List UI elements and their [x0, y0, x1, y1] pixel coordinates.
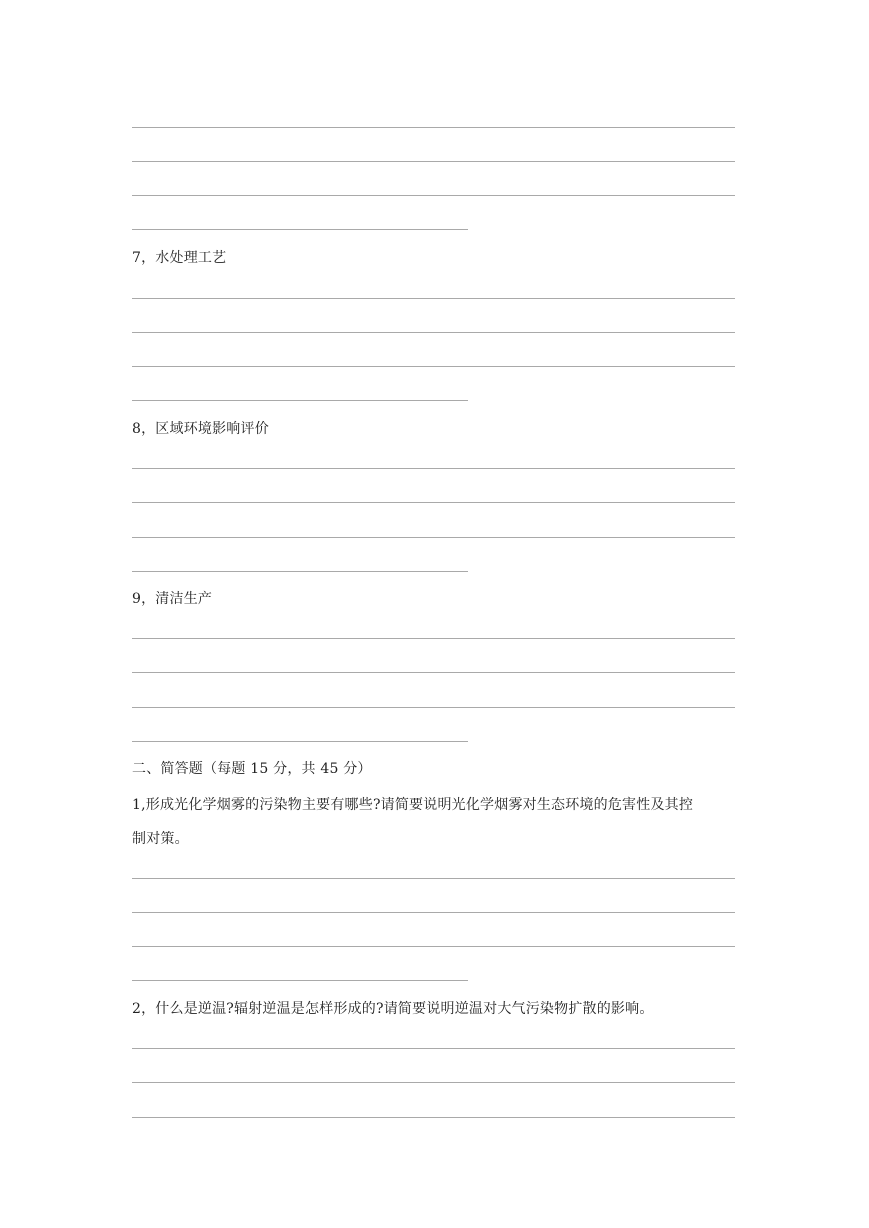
answer-line-short	[132, 571, 468, 572]
section-heading: 二、简答题（每题 15 分，共 45 分）	[132, 761, 372, 777]
answer-line	[132, 1082, 735, 1083]
answer-line	[132, 332, 735, 333]
answer-line	[132, 502, 735, 503]
answer-line	[132, 672, 735, 673]
answer-line	[132, 127, 735, 128]
answer-line-short	[132, 980, 468, 981]
answer-line	[132, 1048, 735, 1049]
answer-line	[132, 1117, 735, 1118]
answer-line	[132, 707, 735, 708]
answer-line	[132, 195, 735, 196]
answer-line	[132, 366, 735, 367]
answer-line-short	[132, 400, 468, 401]
answer-line	[132, 161, 735, 162]
question-2: 2，什么是逆温?辐射逆温是怎样形成的?请简要说明逆温对大气污染物扩散的影响。	[132, 1001, 654, 1017]
answer-line	[132, 878, 735, 879]
question-1-line-2: 制对策。	[132, 831, 189, 847]
answer-line	[132, 912, 735, 913]
answer-line	[132, 638, 735, 639]
question-1-line-1: 1,形成光化学烟雾的污染物主要有哪些?请简要说明光化学烟雾对生态环境的危害性及其控	[132, 797, 694, 813]
term-item-8: 8，区域环境影响评价	[132, 421, 269, 437]
answer-line-short	[132, 229, 468, 230]
answer-line-short	[132, 741, 468, 742]
answer-line	[132, 946, 735, 947]
answer-line	[132, 537, 735, 538]
term-item-9: 9，清洁生产	[132, 591, 213, 607]
answer-line	[132, 298, 735, 299]
term-item-7: 7，水处理工艺	[132, 250, 227, 266]
answer-line	[132, 468, 735, 469]
